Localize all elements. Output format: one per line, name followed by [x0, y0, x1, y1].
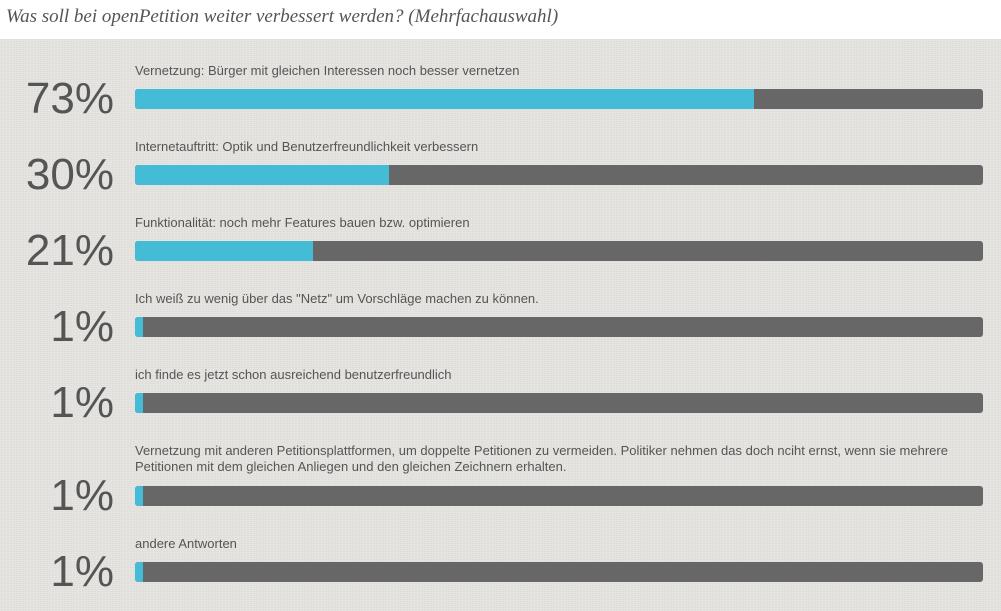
percentage-label: 30% — [25, 150, 114, 199]
bar-track — [135, 241, 983, 261]
result-row — [0, 291, 1001, 351]
bar-fill — [135, 393, 143, 413]
percentage-label: 1% — [50, 302, 114, 351]
result-row — [0, 443, 1001, 520]
bar-fill — [135, 89, 754, 109]
percentage-label: 1% — [50, 547, 114, 596]
result-row — [0, 139, 1001, 199]
percentage-label: 73% — [25, 74, 114, 123]
bar-fill — [135, 165, 389, 185]
answer-label: Internetauftritt: Optik und Benutzerfreundlichkeit verbessern — [135, 139, 479, 154]
result-row — [0, 215, 1001, 275]
result-row — [0, 367, 1001, 427]
bar-track — [135, 393, 983, 413]
bar-track — [135, 486, 983, 506]
answer-label: Ich weiß zu wenig über das "Netz" um Vorschläge machen zu können. — [135, 291, 539, 306]
bar-fill — [135, 562, 143, 582]
bar-track — [135, 562, 983, 582]
bar-track — [135, 317, 983, 337]
bar-fill — [135, 317, 143, 337]
bar-fill — [135, 241, 313, 261]
bar-fill — [135, 486, 143, 506]
answer-label: Vernetzung: Bürger mit gleichen Interessen noch besser vernetzen — [135, 63, 520, 78]
answer-label: Funktionalität: noch mehr Features bauen bzw. optimieren — [135, 215, 470, 230]
percentage-label: 1% — [50, 378, 114, 427]
percentage-label: 21% — [25, 226, 114, 275]
result-row — [0, 536, 1001, 596]
answer-label: ich finde es jetzt schon ausreichend benutzerfreundlich — [135, 367, 452, 382]
bar-track — [135, 89, 983, 109]
results-panel — [0, 39, 1001, 611]
answer-label: Vernetzung mit anderen Petitionsplattformen, um doppelte Petitionen zu vermeiden. Politiker nehmen das doch nciht ernst, wenn sie mehrere Petitionen mit dem gleichen Anliegen und den gleichen Zeichnern erhalten. — [135, 443, 948, 474]
percentage-label: 1% — [50, 471, 114, 520]
bar-track — [135, 165, 983, 185]
poll-question: Was soll bei openPetition weiter verbessert werden? (Mehrfachauswahl) — [6, 6, 559, 27]
result-row — [0, 63, 1001, 123]
answer-label: andere Antworten — [135, 536, 237, 551]
